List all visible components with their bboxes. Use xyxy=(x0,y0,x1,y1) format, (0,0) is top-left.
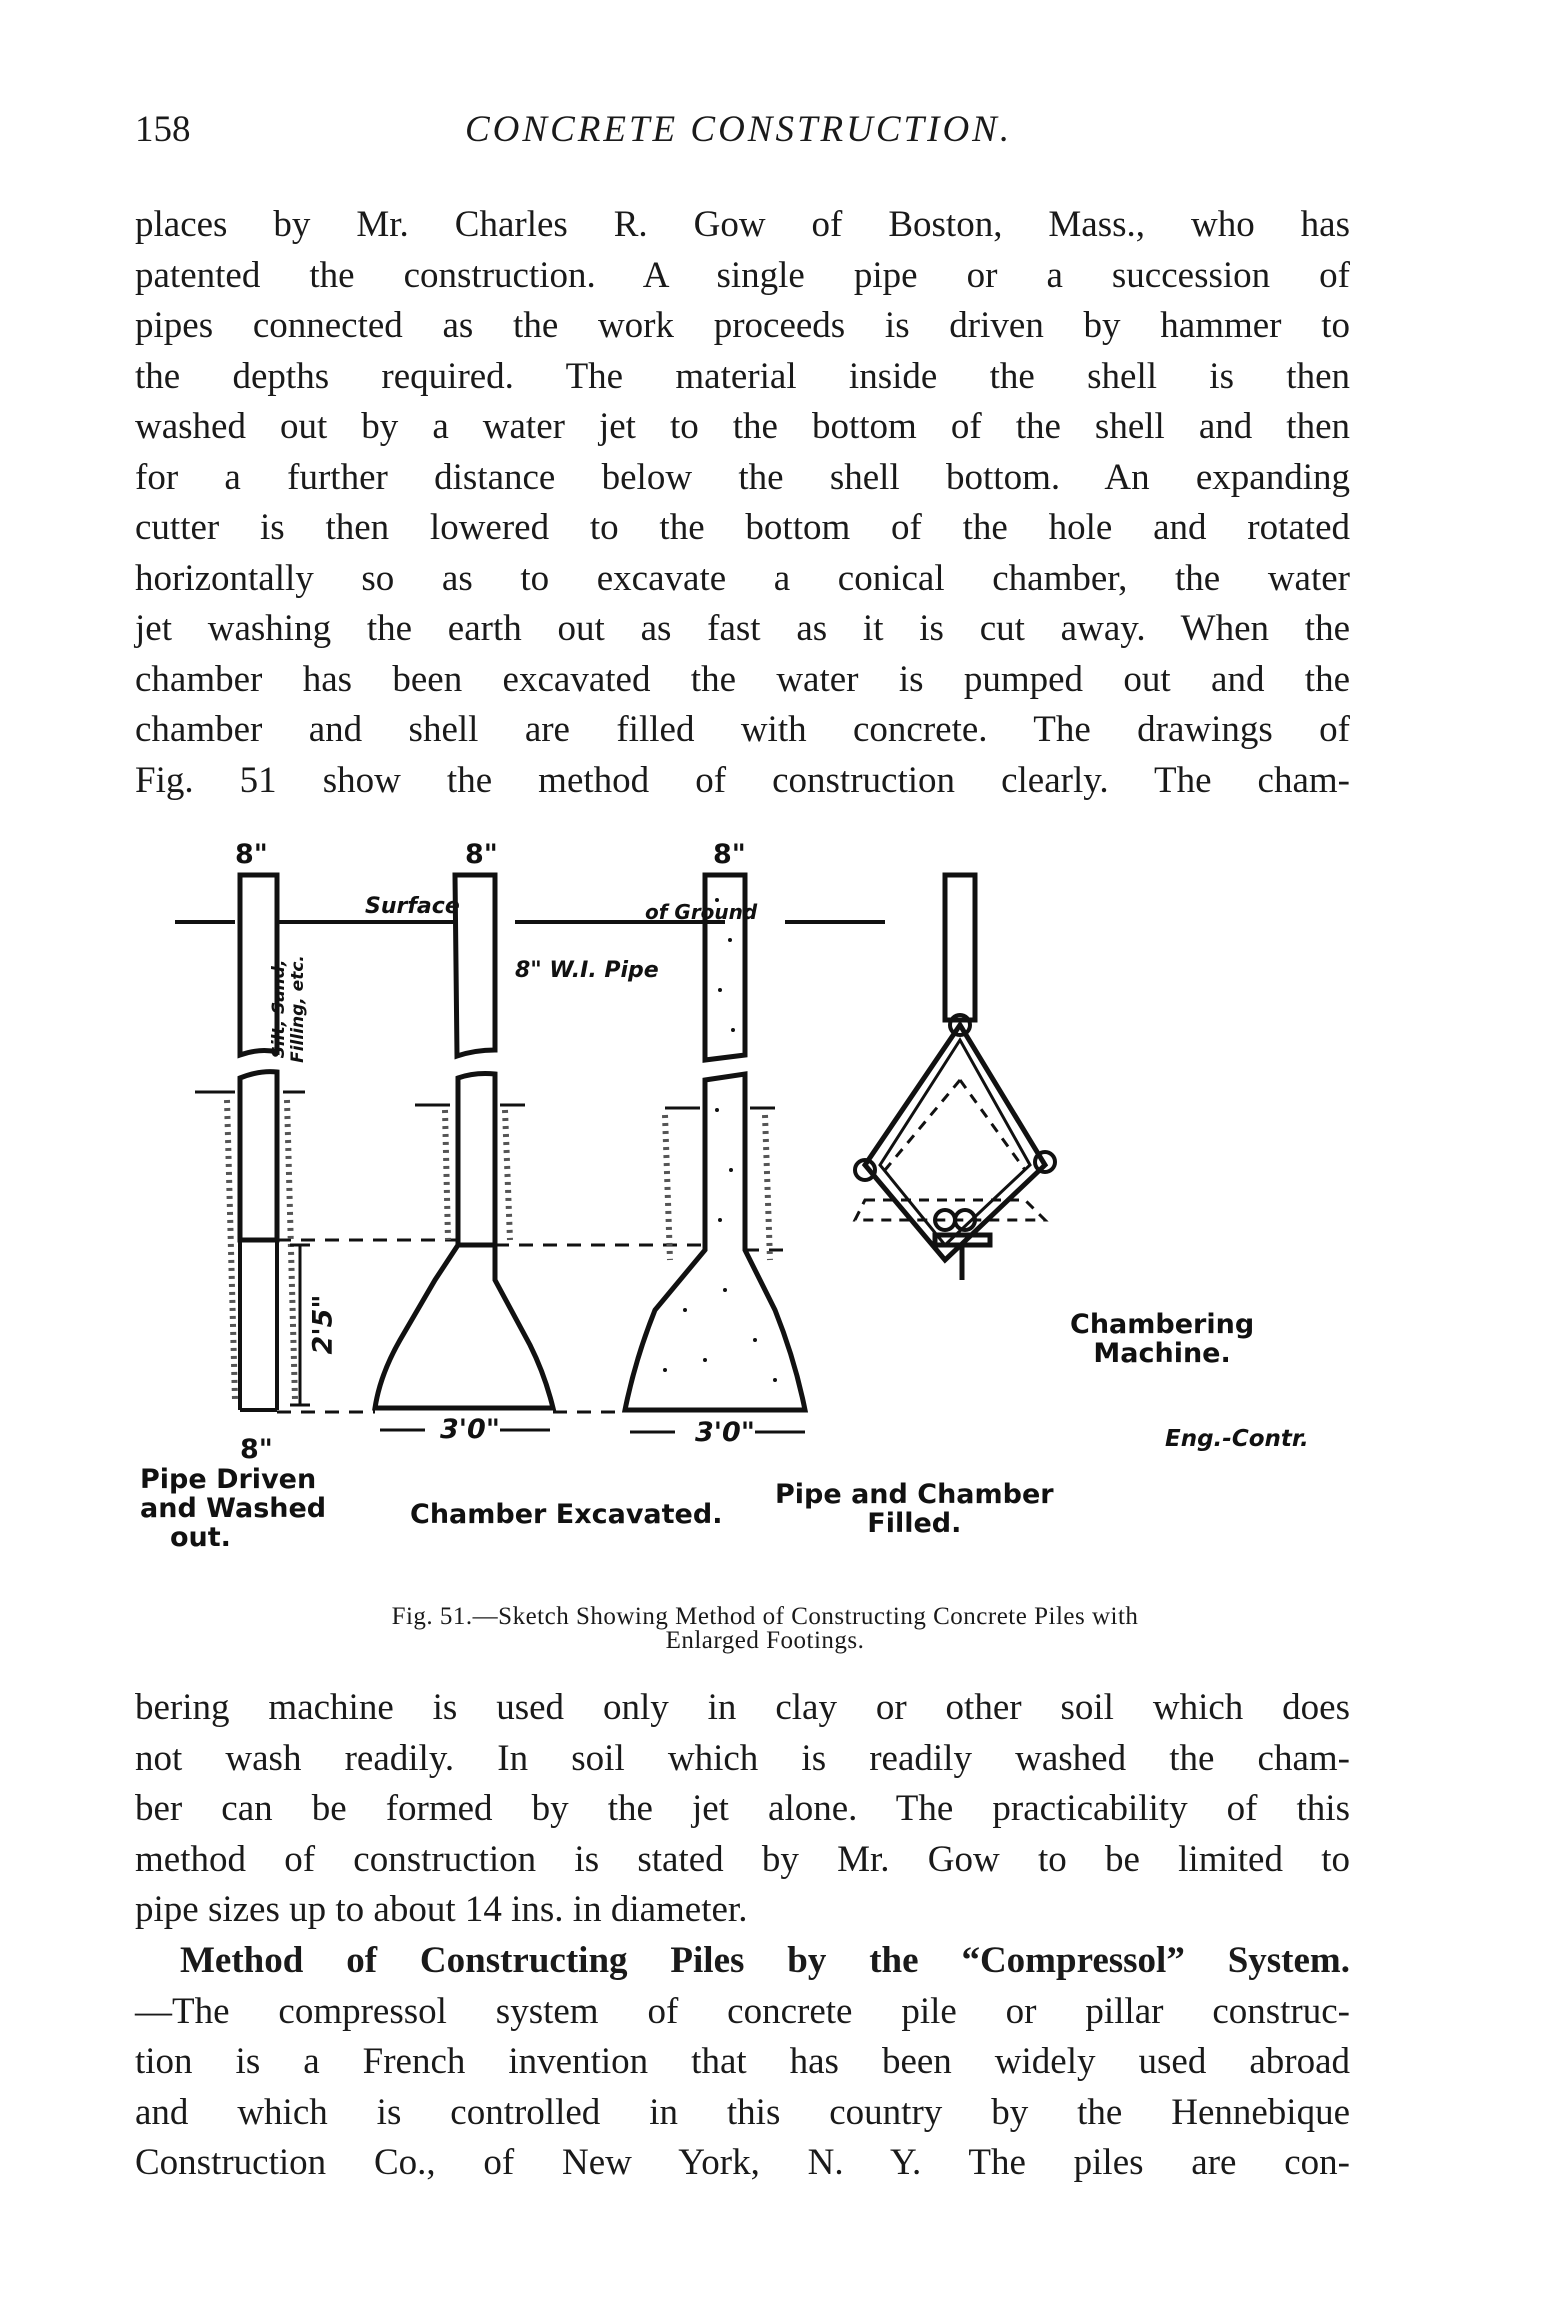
label-chambering-machine xyxy=(1070,1310,1254,1368)
label-chamber-excavated: Chamber Excavated. xyxy=(410,1499,723,1530)
text-line: chamber and shell are filled with concrete. The drawings of xyxy=(135,709,1350,750)
text-line: pipes connected as the work proceeds is driven by hammer to xyxy=(135,305,1350,346)
text-line: method of construction is stated by Mr. Gow to be limited to xyxy=(135,1838,1350,1880)
of-ground-label: of Ground xyxy=(645,900,758,924)
label-line: out. xyxy=(170,1522,231,1553)
dim-8in-bottom: 8" xyxy=(240,1434,273,1465)
text-line: —The compressol system of concrete pile or pillar construc- xyxy=(135,1990,1350,2032)
label-line: Pipe Driven xyxy=(140,1464,317,1495)
label-line: Machine. xyxy=(1093,1338,1231,1369)
caption-line: Enlarged Footings. xyxy=(665,1627,865,1654)
running-title: CONCRETE CONSTRUCTION. xyxy=(465,109,1013,150)
width-dim-1: 3'0" xyxy=(440,1414,500,1445)
dim-8in-2: 8" xyxy=(465,839,498,870)
silt-label-line: Silt, Sand, xyxy=(268,959,289,1059)
figure-51 xyxy=(140,839,1365,1575)
width-dim-2: 3'0" xyxy=(695,1417,755,1448)
text-line: places by Mr. Charles R. Gow of Boston, Mass., who has xyxy=(135,204,1350,245)
depth-dim: 2'5" xyxy=(307,1294,339,1355)
paragraph-1 xyxy=(135,200,1350,806)
text-line: ber can be formed by the jet alone. The practicability of this xyxy=(135,1788,1350,1829)
label-pipe-driven xyxy=(140,1465,326,1552)
text-line: not wash readily. In soil which is readily washed the cham- xyxy=(135,1737,1350,1779)
label-pipe-chamber-filled xyxy=(775,1480,1054,1538)
silt-label xyxy=(270,955,308,1063)
label-line: Filled. xyxy=(867,1508,962,1539)
section-heading: Method of Constructing Piles by the “Compressol” System. xyxy=(180,1940,1350,1981)
text-line: tion is a French invention that has been widely used abroad xyxy=(135,2041,1350,2082)
surface-label: Surface xyxy=(365,894,460,919)
silt-label-line: Filling, etc. xyxy=(287,955,308,1063)
paragraph-2 xyxy=(135,1683,1350,1936)
page-number: 158 xyxy=(135,109,191,150)
text-line: washed out by a water jet to the bottom of the shell and then xyxy=(135,406,1350,447)
dim-8in-1: 8" xyxy=(235,839,268,870)
figure-caption xyxy=(175,1605,1355,1653)
credit-label: Eng.-Contr. xyxy=(1165,1426,1309,1452)
caption-line: Fig. 51.—Sketch Showing Method of Constructing Concrete Piles with xyxy=(391,1603,1139,1630)
text-line: pipe sizes up to about 14 ins. in diameter. xyxy=(135,1889,748,1930)
text-line: for a further distance below the shell bottom. An expanding xyxy=(135,456,1350,498)
text-line: the depths required. The material inside the shell is then xyxy=(135,355,1350,397)
text-line: Fig. 51 show the method of construction clearly. The cham- xyxy=(135,759,1350,801)
text-line: Construction Co., of New York, N. Y. The piles are con- xyxy=(135,2142,1350,2183)
text-line: and which is controlled in this country by the Hennebique xyxy=(135,2091,1350,2133)
paragraph-3 xyxy=(135,1936,1350,2189)
text-line: patented the construction. A single pipe or a succession of xyxy=(135,254,1350,296)
page-header xyxy=(135,108,1350,158)
text-line: chamber has been excavated the water is pumped out and the xyxy=(135,658,1350,700)
dim-8in-3: 8" xyxy=(713,839,746,870)
pile-construction-drawing xyxy=(165,840,1365,1575)
label-line: and Washed xyxy=(140,1493,327,1524)
text-line: bering machine is used only in clay or other soil which does xyxy=(135,1687,1350,1728)
text-line: horizontally so as to excavate a conical chamber, the water xyxy=(135,557,1350,599)
text-line: jet washing the earth out as fast as it is cut away. When the xyxy=(135,608,1350,649)
label-line: Pipe and Chamber xyxy=(775,1479,1054,1510)
label-line: Chambering xyxy=(1070,1309,1255,1340)
text-line: cutter is then lowered to the bottom of the hole and rotated xyxy=(135,507,1350,548)
pipe-label: 8" W.I. Pipe xyxy=(515,958,659,983)
